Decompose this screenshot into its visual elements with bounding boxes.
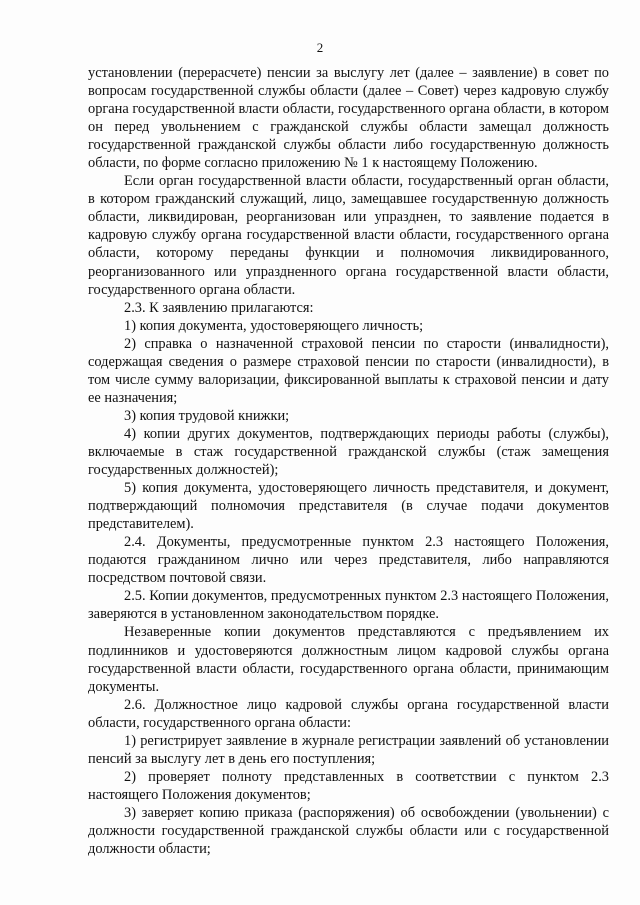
clause-2-4: 2.4. Документы, предусмотренные пунктом 2.3 настоящего Положения, подаются гражданином лично или через представителя, либо направляются посредством почтовой связи. [88,534,609,587]
list-item-pension-certificate: 2) справка о назначенной страховой пенсии по старости (инвалидности), содержащая сведения о размере страховой пенсии по старости (инвалидности), в том числе сумму валоризации, фиксированной выплаты к страховой пенсии и дату ее назначения; [88,335,609,406]
document-body [88,64,609,858]
list-item-certify-order-copy: 3) заверяет копию приказа (распоряжения) об освобождении (увольнении) с должности государственной гражданской службы области или с государственной должности области; [88,804,609,858]
clause-2-5: 2.5. Копии документов, предусмотренных пунктом 2.3 настоящего Положения, заверяются в установленном законодательством порядке. [88,588,609,623]
clause-2-6-heading: 2.6. Должностное лицо кадровой службы органа государственной власти области, государственного органа области: [88,696,609,731]
list-item-work-book-copy: 3) копия трудовой книжки; [124,407,290,424]
list-item-check-completeness: 2) проверяет полноту представленных в соответствии с пунктом 2.3 настоящего Положения документов; [88,768,609,803]
clause-2-3-heading: 2.3. К заявлению прилагаются: [124,299,314,316]
paragraph-liquidated-organ: Если орган государственной власти области, государственный орган области, в котором гражданский служащий, лицо, замещавшее государственную должность области, ликвидирован, реорганизован или упразднен, то заявление подается в кадровую службу органа государственной власти области, государственного органа области, которому переданы функции и полномочия ликвидированного, реорганизованного или упраздненного органа государственной власти области, государственного органа области. [88,173,609,298]
list-item-service-period-docs: 4) копии других документов, подтверждающих периоды работы (службы), включаемые в стаж государственной гражданской службы (стаж замещения государственных должностей); [88,425,609,479]
page-number: 2 [316,40,324,55]
paragraph-application-intro: установлении (перерасчете) пенсии за выслугу лет (далее – заявление) в совет по вопросам государственной службы области (далее – Совет) через кадровую службу органа государственной власти области, государственного органа области, в котором он перед увольнением с гражданской службы области замещал должность государственной гражданской службы области либо государственную должность области, по форме согласно приложению № 1 к настоящему Положению. [88,65,610,172]
list-item-identity-copy: 1) копия документа, удостоверяющего личность; [124,317,424,334]
list-item-register-application: 1) регистрирует заявление в журнале регистрации заявлений об установлении пенсий за выслугу лет в день его поступления; [88,732,609,767]
paragraph-unverified-copies: Незаверенные копии документов представляются с предъявлением их подлинников и удостоверяются должностным лицом кадровой службы органа государственной власти области, государственного органа области, принимающим документы. [88,624,609,695]
list-item-representative-docs: 5) копия документа, удостоверяющего личность представителя, и документ, подтверждающий полномочия представителя (в случае подачи документов представителем). [88,480,609,533]
